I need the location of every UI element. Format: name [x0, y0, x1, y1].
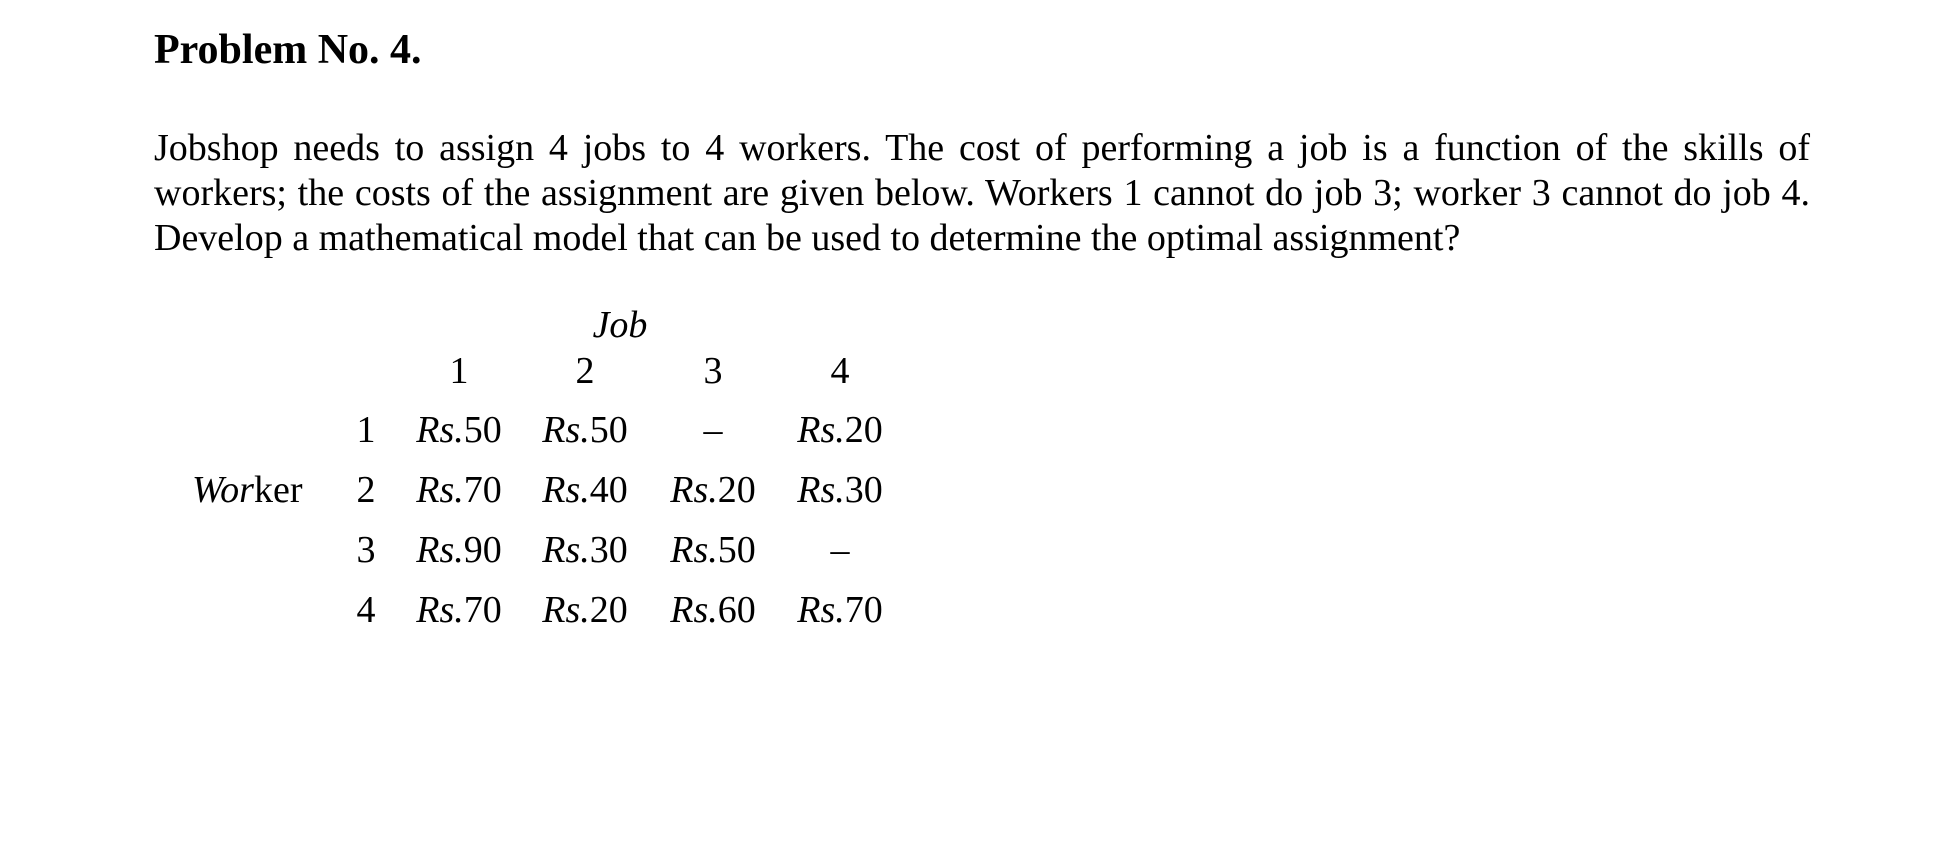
problem-statement: Jobshop needs to assign 4 jobs to 4 workers. The cost of performing a job is a function of the skills of workers; the costs of the assignment are given below. Workers 1 cannot do job 3; worker 3 cannot do job 4. Develop a mathematical model that can be used to determine the optimal assignment? — [154, 127, 1810, 259]
job-header: Job — [592, 304, 648, 346]
cost-cell-unavailable: – — [703, 409, 723, 451]
problem-title: Problem No. 4. — [154, 27, 422, 73]
cost-cell: Rs.20 — [670, 469, 756, 511]
cost-cell-unavailable: – — [830, 529, 850, 571]
worker-header — [192, 467, 303, 513]
cost-cell: Rs.70 — [416, 589, 502, 631]
row-label-3: 3 — [356, 529, 376, 571]
cost-cell: Rs.20 — [797, 409, 883, 451]
cost-cell: Rs.20 — [542, 589, 628, 631]
cost-cell: Rs.30 — [797, 469, 883, 511]
column-header-3: 3 — [703, 350, 723, 392]
cost-cell: Rs.50 — [542, 409, 628, 451]
worker-header-rest: ker — [253, 469, 303, 511]
cost-cell: Rs.50 — [416, 409, 502, 451]
cost-cell: Rs.30 — [542, 529, 628, 571]
worker-header-italic: Wor — [192, 469, 254, 511]
row-label-2: 2 — [356, 469, 376, 511]
cost-cell: Rs.70 — [797, 589, 883, 631]
column-header-1: 1 — [449, 350, 469, 392]
row-label-4: 4 — [356, 589, 376, 631]
cost-cell: Rs.60 — [670, 589, 756, 631]
cost-cell: Rs.50 — [670, 529, 756, 571]
cost-cell: Rs.90 — [416, 529, 502, 571]
row-label-1: 1 — [356, 409, 376, 451]
column-header-2: 2 — [575, 350, 595, 392]
cost-cell: Rs.40 — [542, 469, 628, 511]
cost-cell: Rs.70 — [416, 469, 502, 511]
column-header-4: 4 — [830, 350, 850, 392]
